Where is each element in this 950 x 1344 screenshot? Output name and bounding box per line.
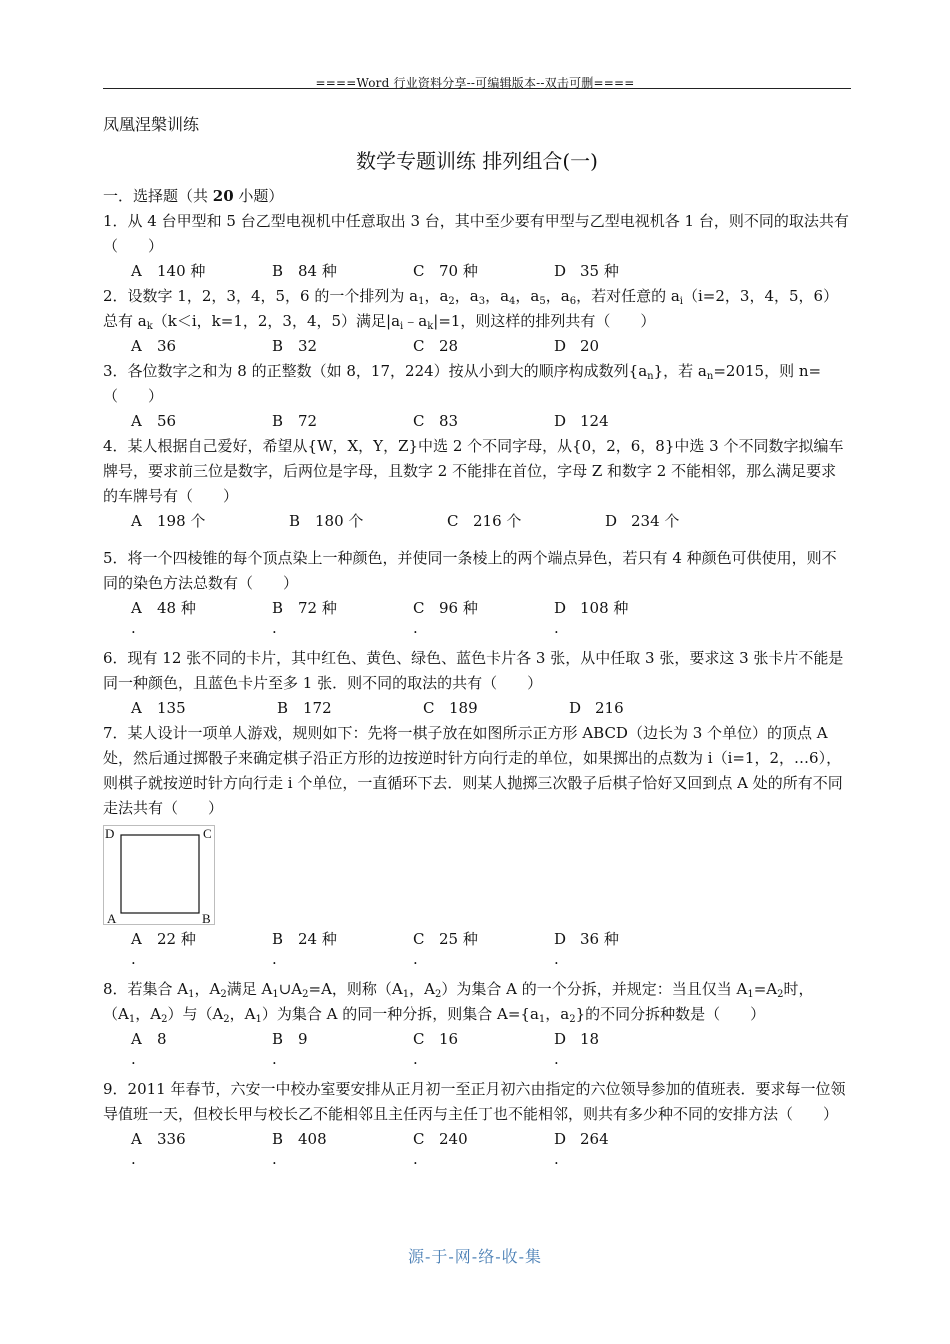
option-c[interactable]: C 70 种 bbox=[413, 262, 478, 280]
option-b[interactable]: B 32 bbox=[272, 337, 318, 355]
option-c[interactable]: C 189 bbox=[423, 699, 478, 717]
option-d[interactable]: D 234 个 bbox=[605, 512, 680, 530]
option-d[interactable]: D 36 种 bbox=[554, 930, 619, 948]
option-c[interactable]: C 96 种 bbox=[413, 599, 478, 617]
dots-row: . . . . bbox=[131, 1150, 559, 1168]
option-a[interactable]: A 48 种 bbox=[131, 599, 196, 617]
vertex-b-label: B bbox=[202, 911, 211, 925]
options-row bbox=[103, 927, 851, 952]
option-d[interactable]: D 20 bbox=[554, 337, 600, 355]
question-stem: 4．某人根据自己爱好，希望从{W，X，Y，Z}中选 2 个不同字母，从{0，2，6，8}中选 3 个不同数字拟编车牌号，要求前三位是数字，后两位是字母，且数字 2 不能排在首位，字母 Z 和数字 2 不能相邻，那么满足要求的车牌号有（ ） bbox=[103, 437, 844, 505]
option-d[interactable]: D 264 bbox=[554, 1130, 609, 1148]
option-a[interactable]: A 56 bbox=[131, 412, 177, 430]
section-heading bbox=[103, 184, 851, 209]
option-c[interactable]: C 216 个 bbox=[447, 512, 522, 530]
option-c[interactable]: C 83 bbox=[413, 412, 459, 430]
question-5 bbox=[103, 546, 851, 646]
section-prefix: 一．选择题（共 bbox=[103, 187, 213, 205]
option-d[interactable]: D 35 种 bbox=[554, 262, 619, 280]
options-row bbox=[103, 596, 851, 621]
question-9 bbox=[103, 1077, 851, 1177]
question-6 bbox=[103, 646, 851, 721]
option-b[interactable]: B 24 种 bbox=[272, 930, 337, 948]
dots-row: . . . . bbox=[131, 619, 559, 637]
options-row bbox=[103, 696, 851, 721]
option-b[interactable]: B 72 种 bbox=[272, 599, 337, 617]
option-c[interactable]: C 16 bbox=[413, 1030, 459, 1048]
question-stem: 8．若集合 $A_1$，$A_2$满足 $A_1\cup A_2=A$，则称（$A_1$，$A_2$）为集合 A 的一个分拆，并规定：当且仅当 $A_1=A_2$时，（$A_1$，$A_2$）与（$A_2$，$A_1$）为集合 A 的同一种分拆，则集合 $A=\{a_1$，$a_2$}的不同分拆种数是（ ） bbox=[103, 980, 814, 1025]
options-row bbox=[103, 409, 851, 434]
question-3 bbox=[103, 359, 851, 434]
option-b[interactable]: B 84 种 bbox=[272, 262, 337, 280]
question-stem: 2．设数字 1，2，3，4，5，6 的一个排列为 $a_1$，$a_2$，$a_3$，$a_4$，$a_5$，$a_6$，若对任意的 $a_i(i=2$，3，4，5，6）总有 $a_k(k<i$，k=1，2，3，4，5）满足$|a_i﹣a_k|=1$，则这样的排列共有（ ） bbox=[103, 287, 839, 332]
spacer bbox=[103, 534, 851, 546]
option-a[interactable]: A 336 bbox=[131, 1130, 186, 1148]
header-rule bbox=[103, 88, 851, 89]
page-header: ====Word 行业资料分享--可编辑版本--双击可删==== bbox=[315, 76, 635, 90]
options-row bbox=[103, 259, 851, 284]
option-a[interactable]: A 140 种 bbox=[131, 262, 206, 280]
option-c[interactable]: C 240 bbox=[413, 1130, 468, 1148]
option-c[interactable]: C 25 种 bbox=[413, 930, 478, 948]
dots-row: . . . . bbox=[131, 1050, 559, 1068]
subject-line: 凤凰涅槃训练 bbox=[103, 115, 200, 134]
vertex-c-label: C bbox=[203, 826, 212, 841]
question-4 bbox=[103, 434, 851, 534]
question-count: 20 bbox=[212, 187, 234, 205]
question-8 bbox=[103, 977, 851, 1077]
option-d[interactable]: D 124 bbox=[554, 412, 609, 430]
options-row bbox=[103, 1027, 851, 1052]
question-stem: 3．各位数字之和为 8 的正整数（如 8，17，224）按从小到大的顺序构成数列$\{a_n\}$，若 $a_n=2015$，则 n=（ ） bbox=[103, 362, 822, 405]
option-b[interactable]: B 172 bbox=[277, 699, 332, 717]
options-row bbox=[103, 509, 851, 534]
question-1 bbox=[103, 209, 851, 284]
option-d[interactable]: D 216 bbox=[569, 699, 624, 717]
option-a[interactable]: A 22 种 bbox=[131, 930, 196, 948]
question-stem: 6．现有 12 张不同的卡片，其中红色、黄色、绿色、蓝色卡片各 3 张，从中任取 3 张，要求这 3 张卡片不能是同一种颜色，且蓝色卡片至多 1 张．则不同的取法的共有（ ） bbox=[103, 649, 844, 692]
question-stem: 7．某人设计一项单人游戏，规则如下：先将一棋子放在如图所示正方形 ABCD（边长为 3 个单位）的顶点 A 处，然后通过掷骰子来确定棋子沿正方形的边按逆时针方向行走的单位，如果掷出的点数为 i（i=1，2，…6），则棋子就按逆时针方向行走 i 个单位，一直循环下去．则某人抛掷三次骰子后棋子恰好又回到点 A 处的所有不同走法共有（ ） bbox=[103, 724, 843, 817]
question-stem: 1．从 4 台甲型和 5 台乙型电视机中任意取出 3 台，其中至少要有甲型与乙型电视机各 1 台，则不同的取法共有（ ） bbox=[103, 212, 849, 255]
question-7 bbox=[103, 721, 851, 977]
page-footer: 源-于-网-络-收-集 bbox=[407, 1247, 543, 1266]
option-d[interactable]: D 18 bbox=[554, 1030, 600, 1048]
vertex-a-label: A bbox=[107, 911, 117, 925]
option-b[interactable]: B 408 bbox=[272, 1130, 327, 1148]
option-a[interactable]: A 8 bbox=[131, 1030, 167, 1048]
question-stem: 9．2011 年春节，六安一中校办室要安排从正月初一至正月初六由指定的六位领导参加的值班表．要求每一位领导值班一天，但校长甲与校长乙不能相邻且主任丙与主任丁也不能相邻，则共有多少种不同的安排方法（ ） bbox=[103, 1080, 846, 1123]
option-a[interactable]: A 36 bbox=[131, 337, 177, 355]
option-d[interactable]: D 108 种 bbox=[554, 599, 629, 617]
square-abcd-figure bbox=[103, 825, 215, 925]
question-2 bbox=[103, 284, 851, 359]
options-row bbox=[103, 334, 851, 359]
option-b[interactable]: B 72 bbox=[272, 412, 318, 430]
option-a[interactable]: A 198 个 bbox=[131, 512, 206, 530]
option-a[interactable]: A 135 bbox=[131, 699, 186, 717]
option-b[interactable]: B 9 bbox=[272, 1030, 308, 1048]
document-body bbox=[103, 112, 851, 1177]
question-stem: 5．将一个四棱锥的每个顶点染上一种颜色，并使同一条棱上的两个端点异色，若只有 4 种颜色可供使用，则不同的染色方法总数有（ ） bbox=[103, 549, 837, 592]
option-c[interactable]: C 28 bbox=[413, 337, 459, 355]
dots-row: . . . . bbox=[131, 950, 559, 968]
option-b[interactable]: B 180 个 bbox=[289, 512, 364, 530]
figure-frame bbox=[104, 826, 215, 925]
options-row bbox=[103, 1127, 851, 1152]
page-title: 数学专题训练 排列组合(一) bbox=[356, 149, 598, 173]
section-suffix: 小题） bbox=[233, 187, 284, 205]
vertex-d-label: D bbox=[105, 826, 115, 841]
